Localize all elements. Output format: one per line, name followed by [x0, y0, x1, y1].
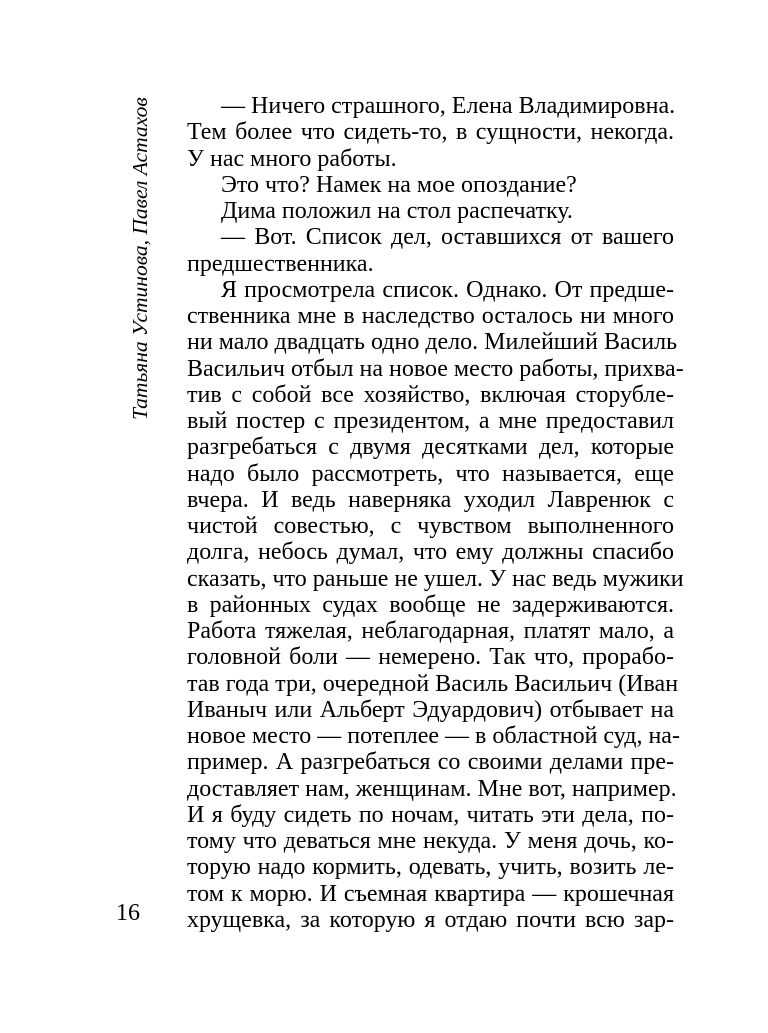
text-line: новое место — потеплее — в областной суд, на-: [187, 723, 680, 749]
text-line: тав года три, очередной Василь Васильич (Иван: [187, 670, 679, 697]
page-number: 16: [116, 900, 140, 926]
text-line: торую надо кормить, одевать, учить, возить ле-: [187, 854, 674, 881]
text-line: вый постер с президентом, а мне предоставил: [187, 408, 674, 434]
text-line: тому что деваться мне некуда. У меня дочь, ко-: [187, 828, 674, 854]
text-line: Дима положил на стол распечатку.: [221, 198, 573, 224]
text-line: Я просмотрела список. Однако. От предше-: [221, 276, 674, 303]
text-line: разгребаться с двумя десятками дел, которые: [187, 434, 674, 461]
text-line: Работа тяжелая, неблагодарная, платят мало, а: [187, 618, 674, 644]
text-line: чистой совестью, с чувством выполненного: [187, 513, 674, 539]
text-line: — Ничего страшного, Елена Владимировна.: [221, 93, 676, 119]
text-line: надо было рассмотреть, что называется, еще: [187, 460, 674, 487]
text-line: предшественника.: [187, 250, 374, 277]
text-line: ственника мне в наследство осталось ни много: [187, 303, 674, 329]
body-text: [187, 93, 684, 933]
text-line: Васильич отбыл на новое место работы, прихва-: [187, 355, 684, 382]
text-line: У нас много работы.: [187, 145, 397, 172]
running-head: [123, 97, 157, 420]
text-line: тив с собой все хозяйство, включая сторубле-: [187, 381, 674, 408]
text-line: долга, небось думал, что ему должны спасибо: [187, 539, 674, 566]
text-line: том к морю. И съемная квартира — крошечная: [187, 880, 674, 907]
text-line: доставляет нам, женщинам. Мне вот, например.: [187, 775, 677, 802]
text-line: ни мало двадцать одно дело. Милейший Василь: [187, 329, 678, 356]
text-line: Тем более что сидеть-то, в сущности, некогда.: [187, 119, 674, 146]
text-line: вчера. И ведь наверняка уходил Лавренюк с: [187, 486, 674, 513]
text-line: И я буду сидеть по ночам, читать эти дела, по-: [187, 801, 674, 828]
text-line: сказать, что раньше не ушел. У нас ведь мужики: [187, 565, 684, 592]
text-line: головной боли — немерено. Так что, прорабо-: [187, 644, 674, 671]
running-head-text: Татьяна Устинова, Павел Астахов: [128, 97, 152, 420]
text-line: — Вот. Список дел, оставшихся от вашего: [221, 224, 674, 251]
text-line: Это что? Намек на мое опоздание?: [221, 171, 577, 198]
text-line: в районных судах вообще не задерживаются.: [187, 591, 674, 618]
text-line: пример. А разгребаться со своими делами пре-: [187, 749, 674, 776]
text-line: хрущевка, за которую я отдаю почти всю зар-: [187, 906, 674, 933]
text-line: Иваныч или Альберт Эдуардович) отбывает на: [187, 696, 674, 723]
